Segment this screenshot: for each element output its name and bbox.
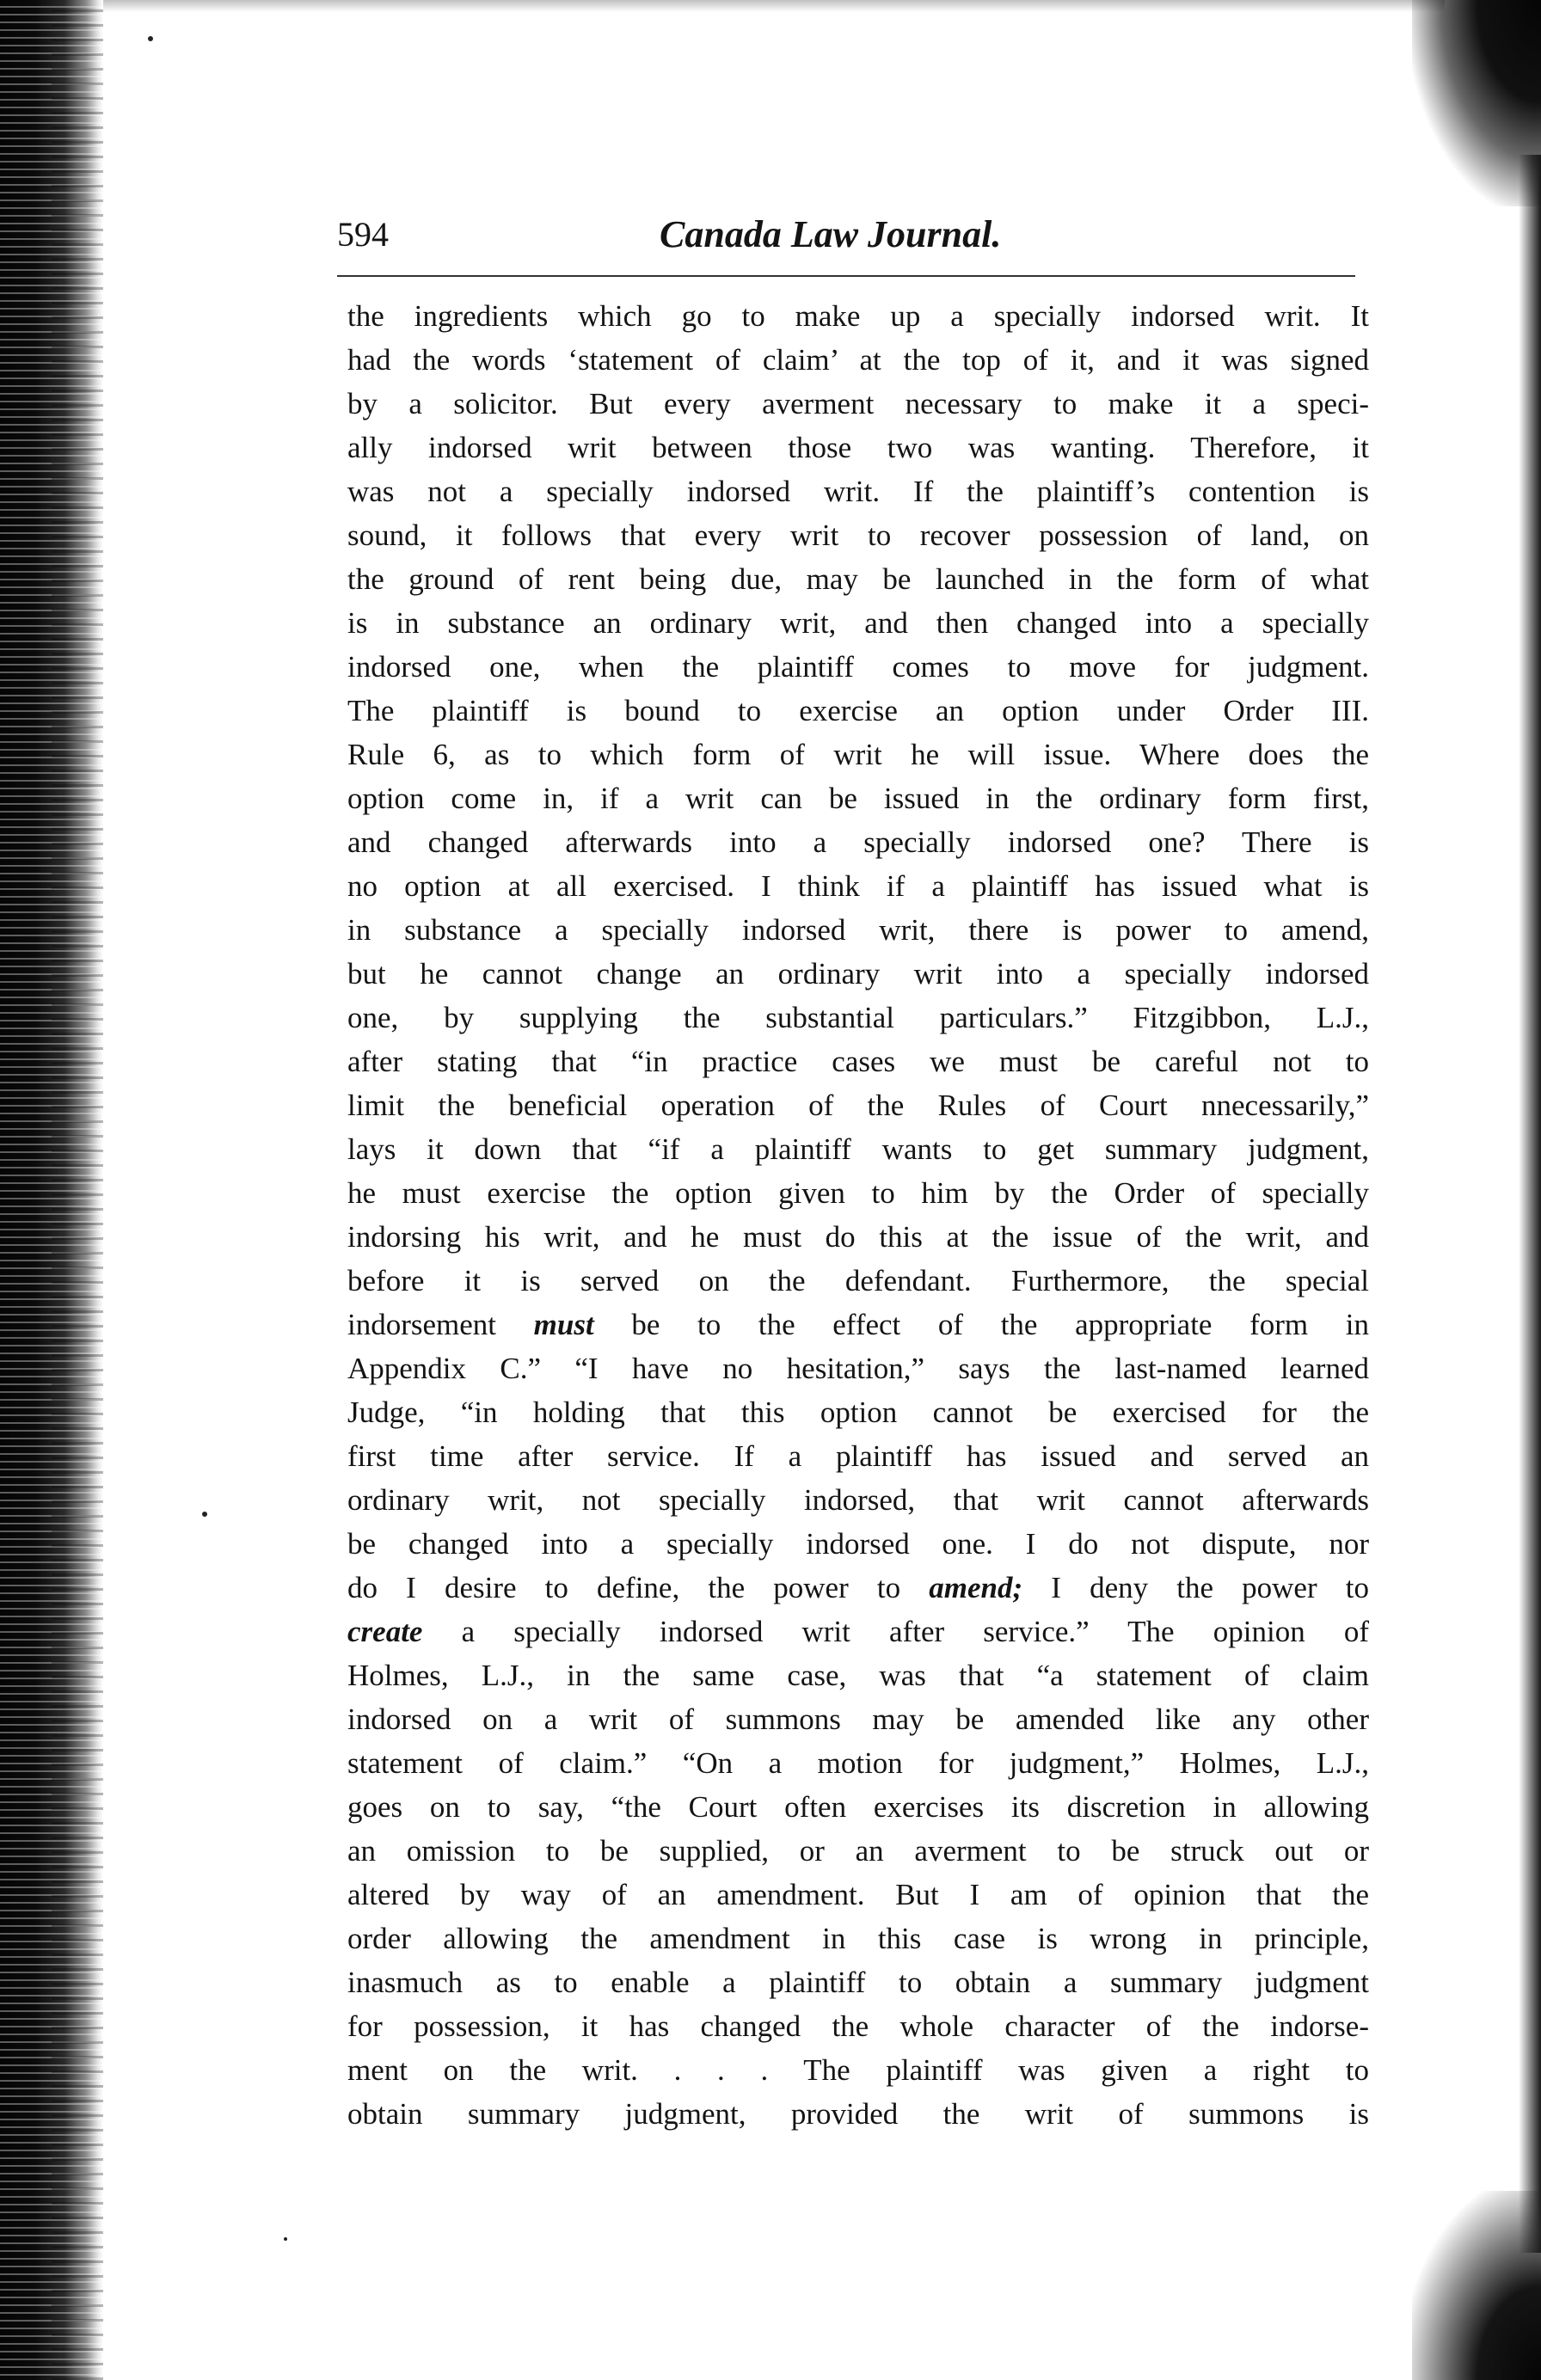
text-line: first time after service. If a plaintiff has issued and served an xyxy=(347,1439,1369,1473)
scan-speck xyxy=(284,2237,287,2241)
scan-edge-right xyxy=(1519,155,1541,2253)
text-line: by a solicitor. But every averment necessary to make it a speci- xyxy=(347,387,1369,420)
text-line: statement of claim.” “On a motion for judgment,” Holmes, L.J., xyxy=(347,1746,1369,1780)
text-line: limit the beneficial operation of the Rules of Court nnecessarily,” xyxy=(347,1089,1369,1122)
scan-corner-bottom-right xyxy=(1412,2191,1541,2380)
text-line: Judge, “in holding that this option cannot be exercised for the xyxy=(347,1395,1369,1429)
scan-speck xyxy=(148,36,153,41)
text-line: one, by supplying the substantial particulars.” Fitzgibbon, L.J., xyxy=(347,1001,1369,1034)
text-line: goes on to say, “the Court often exercises its discretion in allowing xyxy=(347,1790,1369,1824)
text-segment: indorsement xyxy=(347,1308,534,1341)
body-text xyxy=(347,294,1369,2136)
text-line: after stating that “in practice cases we must be careful not to xyxy=(347,1045,1369,1078)
emphasized-word: create xyxy=(347,1615,423,1648)
emphasized-word: must xyxy=(533,1308,594,1341)
text-line: obtain summary judgment, provided the writ of summons is xyxy=(347,2097,1369,2131)
text-line: lays it down that “if a plaintiff wants to get summary judgment, xyxy=(347,1132,1369,1166)
text-line: ally indorsed writ between those two was wanting. Therefore, it xyxy=(347,431,1369,464)
text-line xyxy=(347,1610,1369,1653)
scan-binding-speckle xyxy=(52,0,103,2380)
text-line xyxy=(347,1566,1369,1610)
text-segment: a specially indorsed writ after service.” The opinion of xyxy=(422,1615,1369,1648)
text-segment: be to the effect of the appropriate form in xyxy=(593,1308,1369,1341)
scan-speck xyxy=(202,1512,207,1517)
text-line: ment on the writ. . . . The plaintiff was given a right to xyxy=(347,2053,1369,2087)
text-line: ordinary writ, not specially indorsed, that writ cannot afterwards xyxy=(347,1483,1369,1517)
text-line: The plaintiff is bound to exercise an option under Order III. xyxy=(347,694,1369,727)
text-line: Rule 6, as to which form of writ he will issue. Where does the xyxy=(347,738,1369,771)
text-segment: I deny the power to xyxy=(1022,1571,1369,1604)
text-line: he must exercise the option given to him by the Order of specially xyxy=(347,1176,1369,1210)
text-line: inasmuch as to enable a plaintiff to obtain a summary judgment xyxy=(347,1966,1369,1999)
text-line: order allowing the amendment in this case is wrong in principle, xyxy=(347,1922,1369,1955)
text-line: but he cannot change an ordinary writ into a specially indorsed xyxy=(347,957,1369,991)
text-line: in substance a specially indorsed writ, there is power to amend, xyxy=(347,913,1369,947)
text-line: Appendix C.” “I have no hesitation,” says the last-named learned xyxy=(347,1352,1369,1385)
text-line: the ingredients which go to make up a specially indorsed writ. It xyxy=(347,299,1369,333)
text-line: before it is served on the defendant. Furthermore, the special xyxy=(347,1264,1369,1297)
text-line: had the words ‘statement of claim’ at the top of it, and it was signed xyxy=(347,343,1369,377)
header-rule xyxy=(337,275,1355,277)
text-segment: do I desire to define, the power to xyxy=(347,1571,930,1604)
text-line: Holmes, L.J., in the same case, was that “a statement of claim xyxy=(347,1659,1369,1692)
text-line: was not a specially indorsed writ. If the plaintiff’s contention is xyxy=(347,475,1369,508)
text-line: no option at all exercised. I think if a plaintiff has issued what is xyxy=(347,869,1369,903)
text-line: for possession, it has changed the whole character of the indorse- xyxy=(347,2009,1369,2043)
text-line: an omission to be supplied, or an averment to be struck out or xyxy=(347,1834,1369,1868)
text-line: indorsed on a writ of summons may be amended like any other xyxy=(347,1702,1369,1736)
page-number: 594 xyxy=(337,215,389,254)
running-title: Canada Law Journal. xyxy=(660,213,1002,255)
text-line xyxy=(347,1303,1369,1346)
running-header xyxy=(337,205,1355,265)
emphasized-word: amend; xyxy=(929,1571,1023,1604)
text-line: the ground of rent being due, may be launched in the form of what xyxy=(347,562,1369,596)
text-line: be changed into a specially indorsed one. I do not dispute, nor xyxy=(347,1527,1369,1561)
text-line: indorsed one, when the plaintiff comes to move for judgment. xyxy=(347,650,1369,684)
scan-top-edge xyxy=(103,0,1445,12)
text-line: sound, it follows that every writ to recover possession of land, on xyxy=(347,518,1369,552)
text-line: and changed afterwards into a specially indorsed one? There is xyxy=(347,825,1369,859)
text-line: indorsing his writ, and he must do this at the issue of the writ, and xyxy=(347,1220,1369,1254)
text-line: option come in, if a writ can be issued in the ordinary form first, xyxy=(347,782,1369,815)
text-line: is in substance an ordinary writ, and then changed into a specially xyxy=(347,606,1369,640)
text-line: altered by way of an amendment. But I am of opinion that the xyxy=(347,1878,1369,1911)
